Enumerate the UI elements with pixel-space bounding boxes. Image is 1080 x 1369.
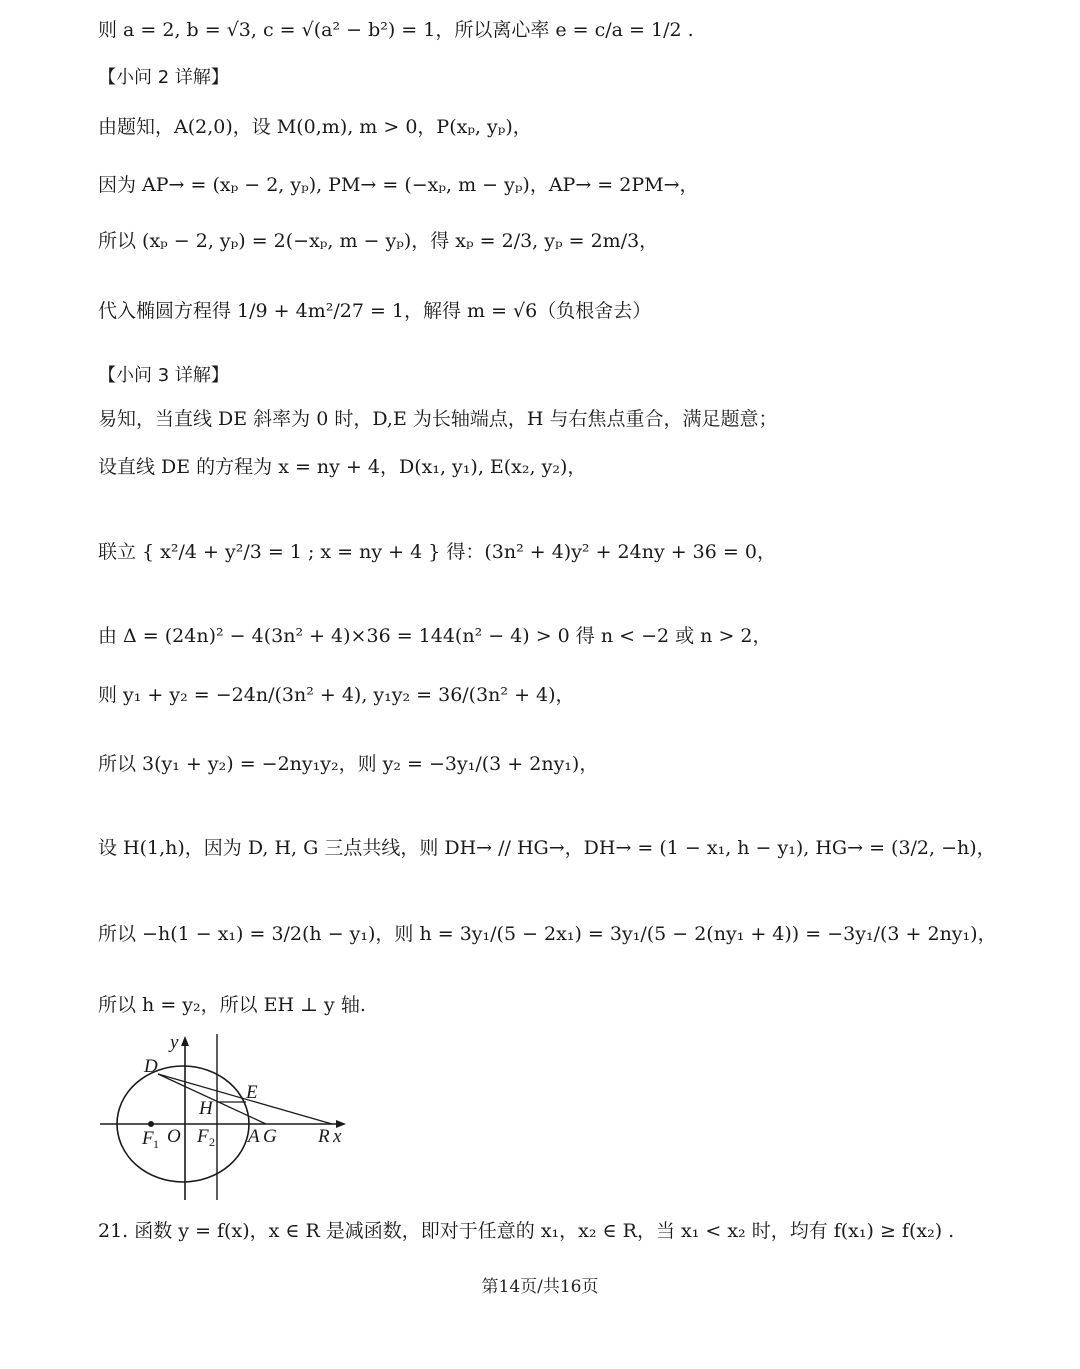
focus-point-F1 xyxy=(148,1121,154,1127)
ellipse-figure xyxy=(96,1032,356,1208)
label-F2-subscript: 2 xyxy=(209,1135,215,1149)
text-line-9: 设直线 DE 的方程为 x = ny + 4，D(x₁, y₁), E(x₂, y₂)， xyxy=(98,456,587,478)
text-line-8: 易知，当直线 DE 斜率为 0 时，D,E 为长轴端点，H 与右焦点重合，满足题意； xyxy=(98,408,778,430)
text-line-4: 因为 AP→ = (xₚ − 2, yₚ), PM→ = (−xₚ, m − yₚ)，AP→ = 2PM→， xyxy=(98,174,699,196)
label-F2: F xyxy=(197,1126,209,1147)
label-x-axis: x xyxy=(333,1126,342,1147)
label-F1-subscript: 1 xyxy=(153,1137,159,1151)
ellipse-diagram xyxy=(96,1032,356,1204)
text-line-1: 则 a = 2, b = √3, c = √(a² − b²) = 1，所以离心率 e = c/a = 1/2 . xyxy=(98,19,694,41)
label-O: O xyxy=(167,1126,181,1147)
label-y-axis: y xyxy=(170,1032,179,1053)
text-line-5: 所以 (xₚ − 2, yₚ) = 2(−xₚ, m − yₚ)，得 xₚ = 2/3, yₚ = 2m/3， xyxy=(98,230,659,252)
text-line-13: 所以 3(y₁ + y₂) = −2ny₁y₂，则 y₂ = −3y₁/(3 + 2ny₁)， xyxy=(98,753,599,775)
text-line-14: 设 H(1,h)，因为 D, H, G 三点共线，则 DH→ // HG→，DH→ = (1 − x₁, h − y₁), HG→ = (3/2, −h)， xyxy=(98,837,996,859)
text-line-3: 由题知，A(2,0)，设 M(0,m), m > 0，P(xₚ, yₚ)， xyxy=(98,116,532,138)
label-R: R xyxy=(318,1126,330,1147)
label-E: E xyxy=(246,1082,258,1103)
line-DR xyxy=(158,1074,332,1124)
text-line-11: 由 Δ = (24n)² − 4(3n² + 4)×36 = 144(n² − 4) > 0 得 n < −2 或 n > 2， xyxy=(98,625,772,647)
section-heading-part-2: 【小问 2 详解】 xyxy=(98,67,229,88)
text-line-16: 所以 h = y₂，所以 EH ⊥ y 轴. xyxy=(98,994,366,1016)
page-footer: 第14页/共16页 xyxy=(481,1277,599,1297)
label-G: G xyxy=(263,1126,277,1147)
text-line-10: 联立 { x²/4 + y²/3 = 1 ; x = ny + 4 } 得：(3n² + 4)y² + 24ny + 36 = 0， xyxy=(98,541,776,563)
label-H: H xyxy=(199,1098,213,1119)
section-heading-part-3: 【小问 3 详解】 xyxy=(98,365,229,386)
y-axis-arrow xyxy=(181,1036,189,1046)
label-D: D xyxy=(144,1056,158,1077)
problem-21-line: 21. 函数 y = f(x)，x ∈ R 是减函数，即对于任意的 x₁，x₂ ∈ R，当 x₁ < x₂ 时，均有 f(x₁) ≥ f(x₂) . xyxy=(98,1220,955,1242)
text-line-12: 则 y₁ + y₂ = −24n/(3n² + 4), y₁y₂ = 36/(3n² + 4)， xyxy=(98,684,575,706)
text-line-6: 代入椭圆方程得 1/9 + 4m²/27 = 1，解得 m = √6（负根舍去） xyxy=(98,300,652,322)
text-line-15: 所以 −h(1 − x₁) = 3/2(h − y₁)，则 h = 3y₁/(5 − 2x₁) = 3y₁/(5 − 2(ny₁ + 4)) = −3y₁/(3 + 2ny₁)， xyxy=(98,923,997,945)
label-F1: F xyxy=(142,1128,154,1149)
label-A: A xyxy=(248,1126,260,1147)
